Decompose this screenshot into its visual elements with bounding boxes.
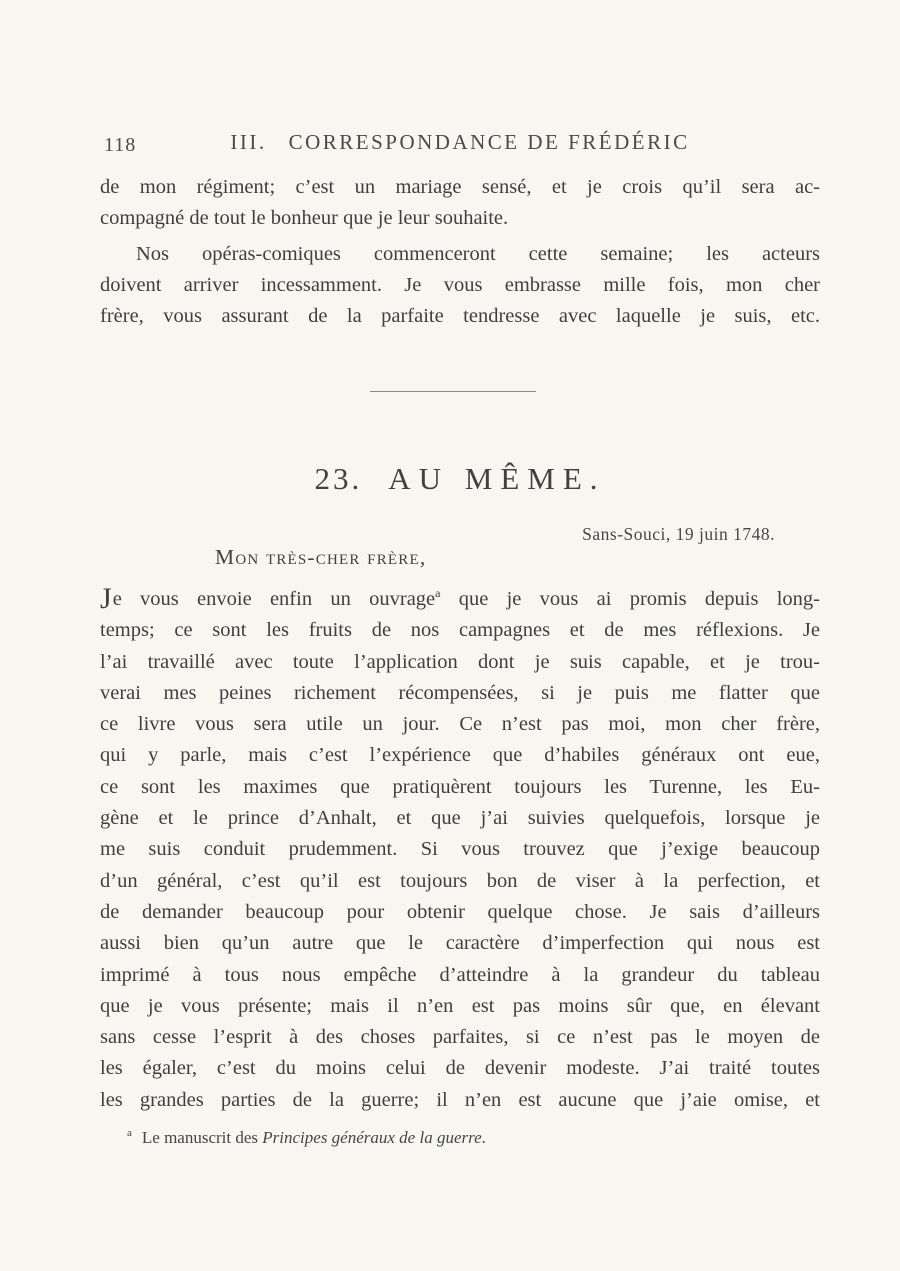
text-line: verai mes peines richement récompensées, si je puis me flatter que (100, 681, 820, 704)
page-number: 118 (104, 134, 137, 156)
text-line: ce sont les maximes que pratiquèrent toujours les Turenne, les Eu- (100, 775, 820, 798)
previous-letter-end (100, 172, 820, 332)
line1-text: que je vous ai promis depuis long- (440, 588, 820, 610)
running-title-text: CORRESPONDANCE DE FRÉDÉRIC (288, 130, 690, 154)
section-divider-rule (370, 391, 536, 392)
letter-title: AU MÊME. (388, 461, 606, 496)
text-line: compagné de tout le bonheur que je leur souhaite. (100, 207, 509, 230)
footnote (127, 1128, 727, 1148)
text-line: les grandes parties de la guerre; il n’en est aucune que j’aie omise, et (100, 1088, 820, 1111)
text-line: l’ai travaillé avec toute l’application dont je suis capable, et je trou- (100, 650, 820, 673)
line1-text: e vous envoie enfin un ouvrage (112, 588, 436, 610)
text-line: gène et le prince d’Anhalt, et que j’ai suivies quelquefois, lorsque je (100, 807, 820, 830)
text-line: d’un général, c’est qu’il est toujours bon de viser à la perfection, et (100, 869, 820, 892)
text-line: imprimé à tous nous empêche d’atteindre à la grandeur du tableau (100, 963, 820, 986)
dateline: Sans-Souci, 19 juin 1748. (582, 524, 775, 544)
text-line: temps; ce sont les fruits de nos campagnes et de mes réflexions. Je (100, 619, 820, 642)
text-line: sans cesse l’esprit à des choses parfaites, si ce n’est pas le moyen de (100, 1026, 820, 1049)
footnote-marker: a (127, 1127, 132, 1140)
text-line: aussi bien qu’un autre que le caractère d’imperfection qui nous est (100, 932, 820, 955)
footnote-text: Le manuscrit des (141, 1128, 263, 1147)
text-line: doivent arriver incessamment. Je vous embrasse mille fois, mon cher (100, 273, 820, 296)
section-number: III. (230, 130, 267, 154)
text-line (100, 584, 820, 615)
running-title (100, 130, 820, 155)
letter-number: 23. (314, 461, 363, 496)
text-line: me suis conduit prudemment. Si vous trouvez que j’exige beaucoup (100, 838, 820, 861)
running-header (100, 130, 820, 162)
footnote-reference: a (435, 586, 441, 601)
footnote-work-title: Principes généraux de la guerre (262, 1128, 482, 1147)
text-line: de demander beaucoup pour obtenir quelque chose. Je sais d’ailleurs (100, 900, 820, 923)
text-line: qui y parle, mais c’est l’expérience que d’habiles généraux ont eue, (100, 744, 820, 767)
text-line: Nos opéras-comiques commenceront cette semaine; les acteurs (136, 242, 820, 265)
text-line: ce livre vous sera utile un jour. Ce n’est pas moi, mon cher frère, (100, 713, 820, 736)
text-line: que je vous présente; mais il n’en est pas moins sûr que, en élevant (100, 994, 820, 1017)
text-line: les égaler, c’est du moins celui de devenir modeste. J’ai traité toutes (100, 1057, 820, 1080)
initial-capital: J (100, 582, 113, 615)
letter-body (100, 584, 820, 1116)
text-line: frère, vous assurant de la parfaite tendresse avec laquelle je suis, etc. (100, 305, 820, 328)
letter-heading (100, 461, 820, 497)
footnote-period: . (481, 1128, 486, 1147)
text-line: de mon régiment; c’est un mariage sensé, et je crois qu’il sera ac- (100, 176, 820, 198)
salutation: Mon très-cher frère, (215, 545, 427, 569)
